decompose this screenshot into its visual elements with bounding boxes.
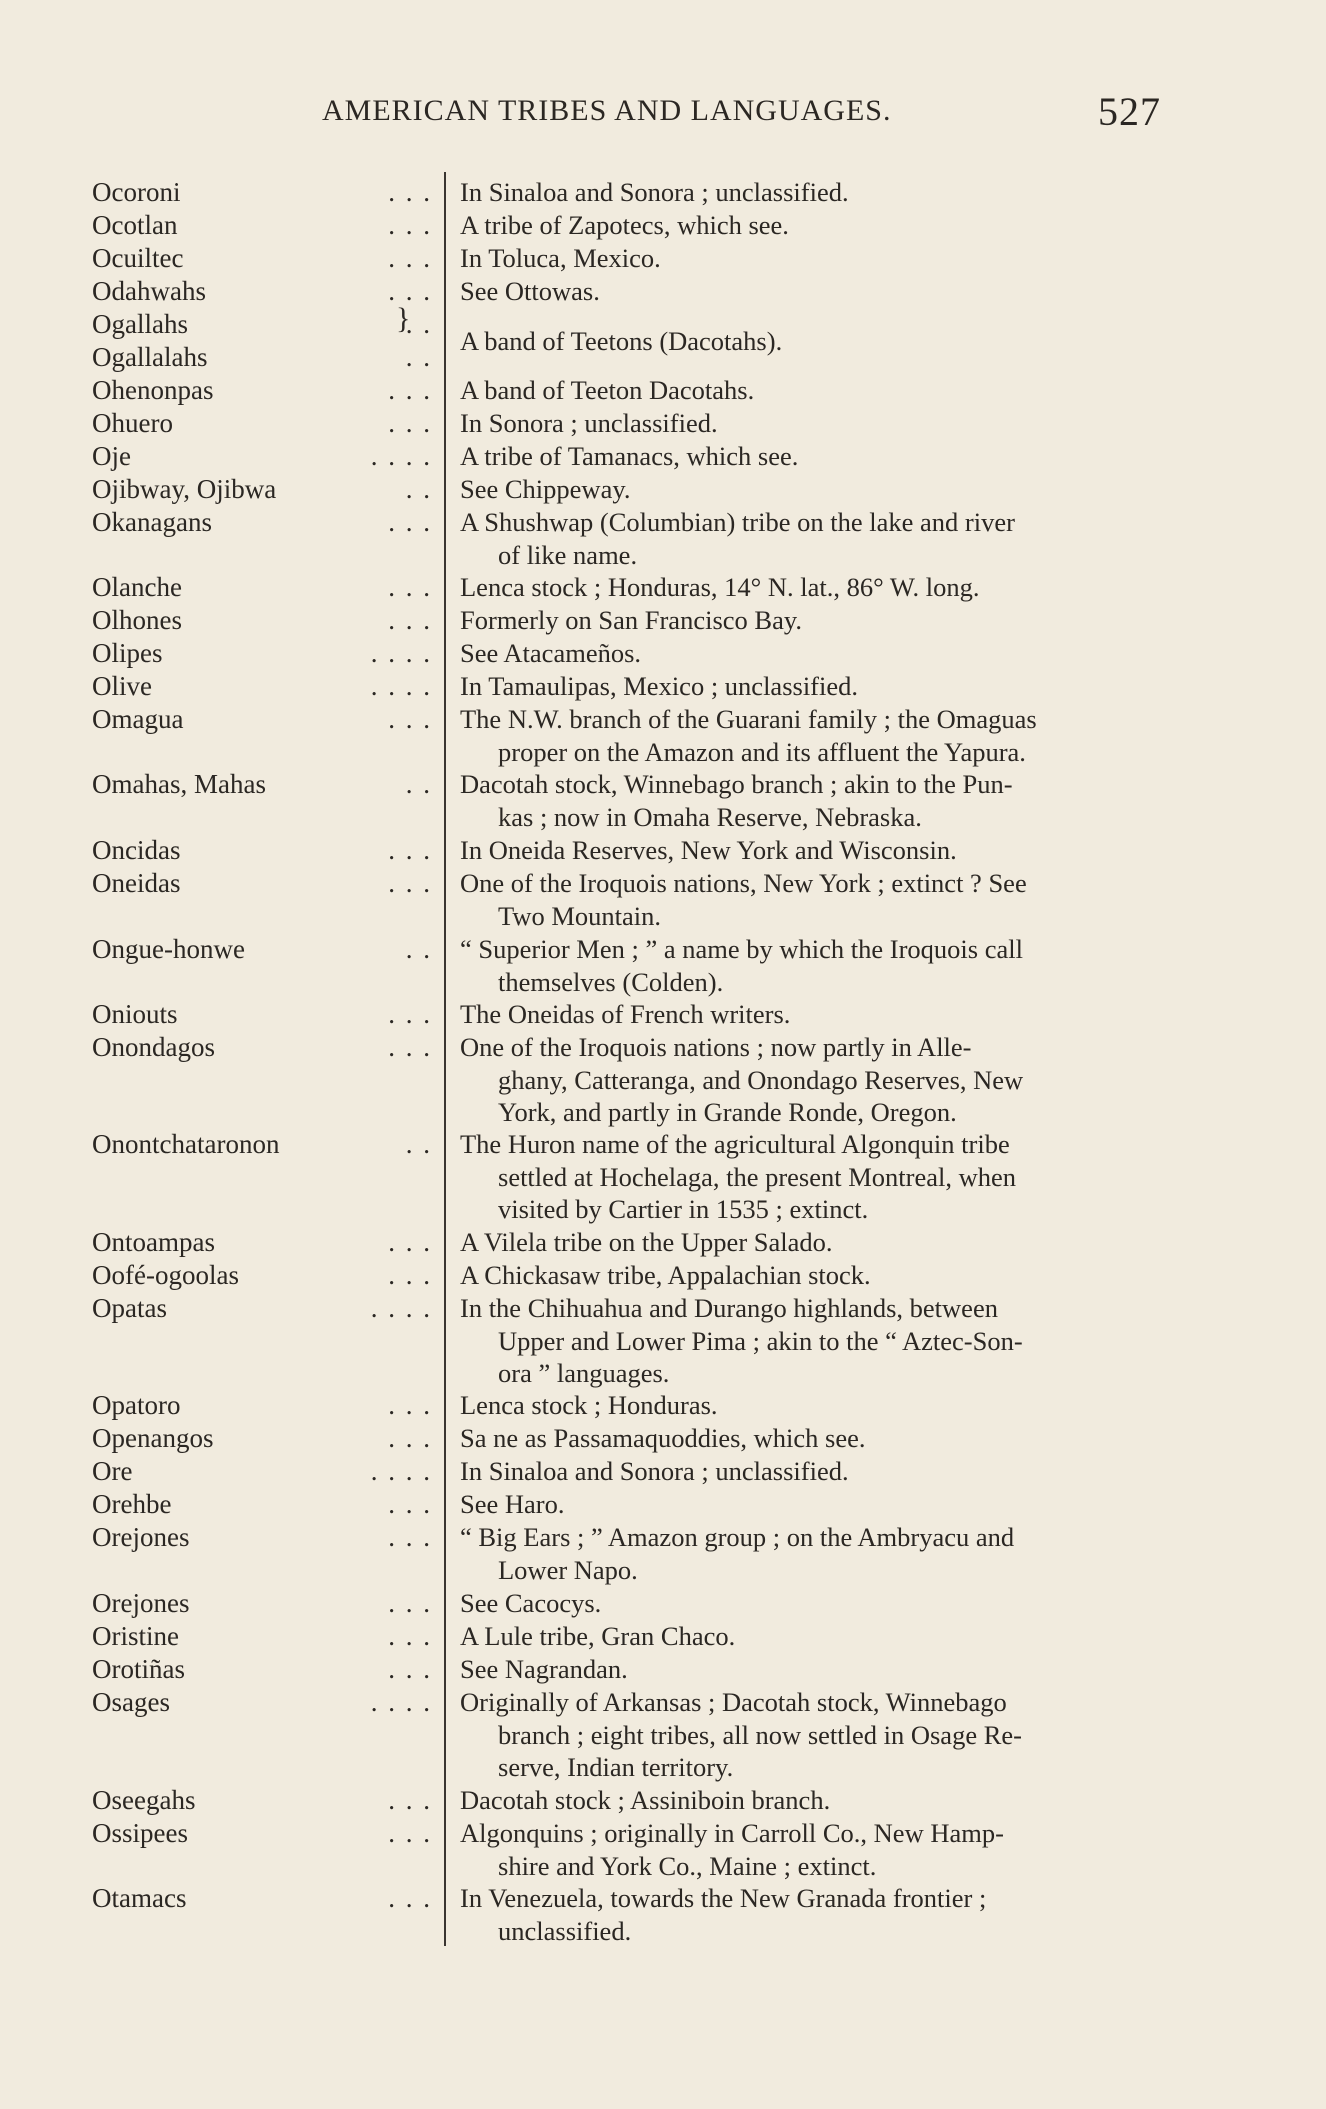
entry-name-text: Ocuiltec <box>92 243 184 273</box>
entry-description <box>460 1226 1190 1259</box>
entry-description <box>460 1031 1190 1129</box>
description-continuation: Upper and Lower Pima ; akin to the “ Aztec-Son- <box>498 1325 1023 1356</box>
description-line: See Haro. <box>460 1489 565 1519</box>
entry-description <box>460 1784 1190 1817</box>
dot-leader: . . . <box>388 210 432 240</box>
entry-description <box>460 325 1190 358</box>
entry-name-text: Ogallahs <box>92 309 188 339</box>
dot-leader: . . . . <box>370 1456 432 1486</box>
entry-name <box>92 1882 432 1915</box>
description-continuation: shire and York Co., Maine ; extinct. <box>498 1850 877 1881</box>
entry-name <box>92 1587 432 1620</box>
entry-description <box>460 1422 1190 1455</box>
entry-name <box>92 209 432 242</box>
description-line: Sa ne as Passamaquoddies, which see. <box>460 1423 866 1453</box>
dot-leader: . . . <box>388 835 432 865</box>
entry-name-text: Otamacs <box>92 1883 187 1913</box>
entry-name <box>92 637 432 670</box>
entry-name-text: Ohenonpas <box>92 375 214 405</box>
dot-leader: . . . <box>388 1390 432 1420</box>
entry-name <box>92 1226 432 1259</box>
entry-name-text: Ore <box>92 1456 133 1486</box>
dot-leader: . . . <box>388 1032 432 1062</box>
entry-name-text: Oniouts <box>92 999 178 1029</box>
dot-leader: . . . <box>388 1489 432 1519</box>
entry-name <box>92 374 432 407</box>
entry-name-text: Oncidas <box>92 835 181 865</box>
description-line: The Huron name of the agricultural Algonquin tribe <box>460 1129 1010 1159</box>
entry-name-text: Orejones <box>92 1588 190 1618</box>
dot-leader: . . . <box>388 1883 432 1913</box>
description-line: See Cacocys. <box>460 1588 602 1618</box>
dot-leader: . . . <box>388 375 432 405</box>
entry-name <box>92 768 432 801</box>
entry-name <box>92 834 432 867</box>
entry-name-text: Odahwahs <box>92 276 206 306</box>
dot-leader: . . <box>405 769 432 799</box>
description-line: “ Superior Men ; ” a name by which the Iroquois call <box>460 934 1023 964</box>
description-line: A tribe of Zapotecs, which see. <box>460 210 789 240</box>
entry-name <box>92 275 432 308</box>
dot-leader: . . . <box>388 572 432 602</box>
description-line: Dacotah stock, Winnebago branch ; akin to the Pun- <box>460 769 1013 799</box>
entry-name <box>92 1521 432 1554</box>
entry-name-text: Olhones <box>92 605 182 635</box>
dot-leader: . . . <box>388 177 432 207</box>
description-continuation: visited by Cartier in 1535 ; extinct. <box>498 1194 869 1224</box>
dot-leader: . . . <box>388 605 432 635</box>
dot-leader: . . . . <box>370 671 432 701</box>
entry-description <box>460 209 1190 242</box>
entry-description <box>460 1686 1190 1784</box>
description-line: Algonquins ; originally in Carroll Co., New Hamp- <box>460 1818 1004 1848</box>
page-number: 527 <box>1098 89 1161 134</box>
entry-name <box>92 998 432 1031</box>
entry-name <box>92 867 432 900</box>
description-continuation: ghany, Catteranga, and Onondago Reserves, New <box>498 1064 1024 1095</box>
entry-name <box>92 1686 432 1719</box>
description-line: A band of Teeton Dacotahs. <box>460 375 755 405</box>
entry-name <box>92 571 432 604</box>
entry-name-text: Opatoro <box>92 1390 181 1420</box>
description-line: In Oneida Reserves, New York and Wisconsin. <box>460 835 957 865</box>
entry-description <box>460 176 1190 209</box>
description-line: Dacotah stock ; Assiniboin branch. <box>460 1785 831 1815</box>
entry-name-text: Onontchataronon <box>92 1129 280 1159</box>
entry-name-text: Olipes <box>92 638 163 668</box>
description-line: One of the Iroquois nations ; now partly in Alle- <box>460 1032 972 1062</box>
entry-description <box>460 1620 1190 1653</box>
description-continuation: branch ; eight tribes, all now settled in Osage Re- <box>498 1719 1022 1750</box>
entry-name <box>92 308 432 341</box>
description-line: In Tamaulipas, Mexico ; unclassified. <box>460 671 859 701</box>
entry-name <box>92 1259 432 1292</box>
entry-description <box>460 1882 1190 1947</box>
dot-leader: . . . <box>388 1227 432 1257</box>
description-line: See Chippeway. <box>460 474 631 504</box>
entry-name-text: Olanche <box>92 572 182 602</box>
entry-name <box>92 1488 432 1521</box>
description-line: Lenca stock ; Honduras. <box>460 1390 718 1420</box>
entry-description <box>460 1488 1190 1521</box>
description-continuation: ora ” languages. <box>498 1358 670 1388</box>
dot-leader: . . . . <box>370 1687 432 1717</box>
dot-leader: . . . <box>388 868 432 898</box>
dot-leader: . . . <box>388 1818 432 1848</box>
dot-leader: . . . <box>388 1621 432 1651</box>
entry-name-text: Oristine <box>92 1621 179 1651</box>
column-divider <box>444 172 446 1946</box>
description-continuation: proper on the Amazon and its affluent the Yapura. <box>498 736 1026 767</box>
entry-name <box>92 1128 432 1161</box>
description-line: One of the Iroquois nations, New York ; extinct ? See <box>460 868 1027 898</box>
entry-description <box>460 1128 1190 1226</box>
description-line: A Lule tribe, Gran Chaco. <box>460 1621 736 1651</box>
entry-name <box>92 1784 432 1817</box>
entry-description <box>460 703 1190 768</box>
description-line: A band of Teetons (Dacotahs). <box>460 326 783 356</box>
description-continuation: Two Mountain. <box>498 900 662 931</box>
entry-name-text: Osages <box>92 1687 170 1717</box>
entry-name-text: Ocoroni <box>92 177 181 207</box>
dot-leader: . . . <box>388 999 432 1029</box>
description-continuation: of like name. <box>498 539 638 570</box>
entry-name-text: Oje <box>92 441 131 471</box>
dot-leader: . . . <box>388 704 432 734</box>
entry-name <box>92 407 432 440</box>
dot-leader: . . . . <box>370 638 432 668</box>
entry-name-text: Ohuero <box>92 408 173 438</box>
dot-leader: . . <box>405 1129 432 1159</box>
description-line: In Sinaloa and Sonora ; unclassified. <box>460 177 849 207</box>
entry-name-text: Orejones <box>92 1522 190 1552</box>
entry-description <box>460 998 1190 1031</box>
entry-description <box>460 933 1190 998</box>
entry-name-text: Orotiñas <box>92 1654 185 1684</box>
description-line: See Ottowas. <box>460 276 600 306</box>
dot-leader: . . . <box>388 276 432 306</box>
entry-name <box>92 604 432 637</box>
entry-name-text: Ossipees <box>92 1818 188 1848</box>
entry-name-text: Onondagos <box>92 1032 215 1062</box>
entry-name <box>92 440 432 473</box>
entry-description <box>460 506 1190 571</box>
description-line: In the Chihuahua and Durango highlands, between <box>460 1293 998 1323</box>
entry-description <box>460 834 1190 867</box>
dot-leader: . . . <box>388 1588 432 1618</box>
description-line: The N.W. branch of the Guarani family ; the Omaguas <box>460 704 1037 734</box>
dot-leader: . . <box>405 474 432 504</box>
description-continuation: York, and partly in Grande Ronde, Oregon. <box>498 1097 957 1127</box>
dot-leader: . . . <box>388 1423 432 1453</box>
entry-name <box>92 1620 432 1653</box>
entry-name-text: Ontoampas <box>92 1227 215 1257</box>
entry-name-text: Opatas <box>92 1293 167 1323</box>
entry-name <box>92 1292 432 1325</box>
entry-name <box>92 1653 432 1686</box>
entry-name-text: Ojibway, Ojibwa <box>92 474 277 504</box>
description-line: In Toluca, Mexico. <box>460 243 661 273</box>
dot-leader: . . . . <box>370 1293 432 1323</box>
description-line: A Chickasaw tribe, Appalachian stock. <box>460 1260 871 1290</box>
entry-description <box>460 1455 1190 1488</box>
entry-description <box>460 867 1190 932</box>
description-continuation: themselves (Colden). <box>498 966 724 997</box>
entry-name <box>92 473 432 506</box>
entry-name <box>92 1455 432 1488</box>
entry-name-text: Omahas, Mahas <box>92 769 266 799</box>
dot-leader: . . . <box>388 507 432 537</box>
entry-name-text: Ocotlan <box>92 210 178 240</box>
entry-name-text: Orehbe <box>92 1489 172 1519</box>
description-line: In Sonora ; unclassified. <box>460 408 718 438</box>
description-line: See Atacameños. <box>460 638 642 668</box>
dot-leader: . . <box>405 309 432 339</box>
description-line: A tribe of Tamanacs, which see. <box>460 441 799 471</box>
entry-name <box>92 1031 432 1064</box>
entry-description <box>460 1521 1190 1586</box>
entry-description <box>460 473 1190 506</box>
dot-leader: . . . <box>388 408 432 438</box>
entry-name <box>92 341 432 374</box>
entry-name <box>92 703 432 736</box>
description-line: A Shushwap (Columbian) tribe on the lake and river <box>460 507 1015 537</box>
dot-leader: . . . . <box>370 441 432 471</box>
entry-name <box>92 1389 432 1422</box>
entry-name-text: Ogallalahs <box>92 342 208 372</box>
entry-description <box>460 1292 1190 1390</box>
entry-name <box>92 506 432 539</box>
entry-name <box>92 242 432 275</box>
description-line: Formerly on San Francisco Bay. <box>460 605 802 635</box>
entry-name-text: Oseegahs <box>92 1785 196 1815</box>
entry-description <box>460 1587 1190 1620</box>
entry-name-text: Okanagans <box>92 507 212 537</box>
entry-description <box>460 604 1190 637</box>
entry-name-text: Ongue-honwe <box>92 934 245 964</box>
description-continuation: unclassified. <box>498 1915 632 1946</box>
description-line: See Nagrandan. <box>460 1654 628 1684</box>
description-line: Originally of Arkansas ; Dacotah stock, Winnebago <box>460 1687 1007 1717</box>
description-line: Lenca stock ; Honduras, 14° N. lat., 86° W. long. <box>460 572 980 602</box>
description-continuation: settled at Hochelaga, the present Montreal, when <box>498 1161 1017 1192</box>
entry-name <box>92 670 432 703</box>
entry-name <box>92 1422 432 1455</box>
description-line: A Vilela tribe on the Upper Salado. <box>460 1227 833 1257</box>
entry-description <box>460 1389 1190 1422</box>
entry-description <box>460 1653 1190 1686</box>
entry-name-text: Openangos <box>92 1423 214 1453</box>
running-head: AMERICAN TRIBES AND LANGUAGES. <box>322 94 892 127</box>
entry-description <box>460 440 1190 473</box>
entry-name <box>92 933 432 966</box>
entry-name-text: Oneidas <box>92 868 181 898</box>
entry-description <box>460 571 1190 604</box>
entry-description <box>460 407 1190 440</box>
entry-description <box>460 1817 1190 1882</box>
entry-name-text: Omagua <box>92 704 184 734</box>
entry-name <box>92 1817 432 1850</box>
dot-leader: . . . <box>388 1260 432 1290</box>
dot-leader: . . . <box>388 243 432 273</box>
entry-name <box>92 176 432 209</box>
description-line: In Venezuela, towards the New Granada frontier ; <box>460 1883 987 1913</box>
dot-leader: . . . <box>388 1522 432 1552</box>
dot-leader: . . <box>405 934 432 964</box>
description-line: “ Big Ears ; ” Amazon group ; on the Ambryacu and <box>460 1522 1015 1552</box>
dot-leader: . . . <box>388 1654 432 1684</box>
description-continuation: Lower Napo. <box>498 1554 638 1585</box>
description-continuation: serve, Indian territory. <box>498 1752 734 1782</box>
entry-description <box>460 1259 1190 1292</box>
dot-leader: . . . <box>388 1785 432 1815</box>
dot-leader: . . <box>405 342 432 372</box>
entry-description <box>460 374 1190 407</box>
description-continuation: kas ; now in Omaha Reserve, Nebraska. <box>498 801 922 832</box>
description-line: In Sinaloa and Sonora ; unclassified. <box>460 1456 849 1486</box>
brace-mark: } <box>396 302 411 335</box>
entry-description <box>460 670 1190 703</box>
description-line: The Oneidas of French writers. <box>460 999 791 1029</box>
entry-description <box>460 275 1190 308</box>
entry-name-text: Olive <box>92 671 152 701</box>
page-header <box>0 88 1326 138</box>
entry-name-text: Oofé-ogoolas <box>92 1260 239 1290</box>
entry-description <box>460 242 1190 275</box>
entry-description <box>460 637 1190 670</box>
entry-description <box>460 768 1190 833</box>
